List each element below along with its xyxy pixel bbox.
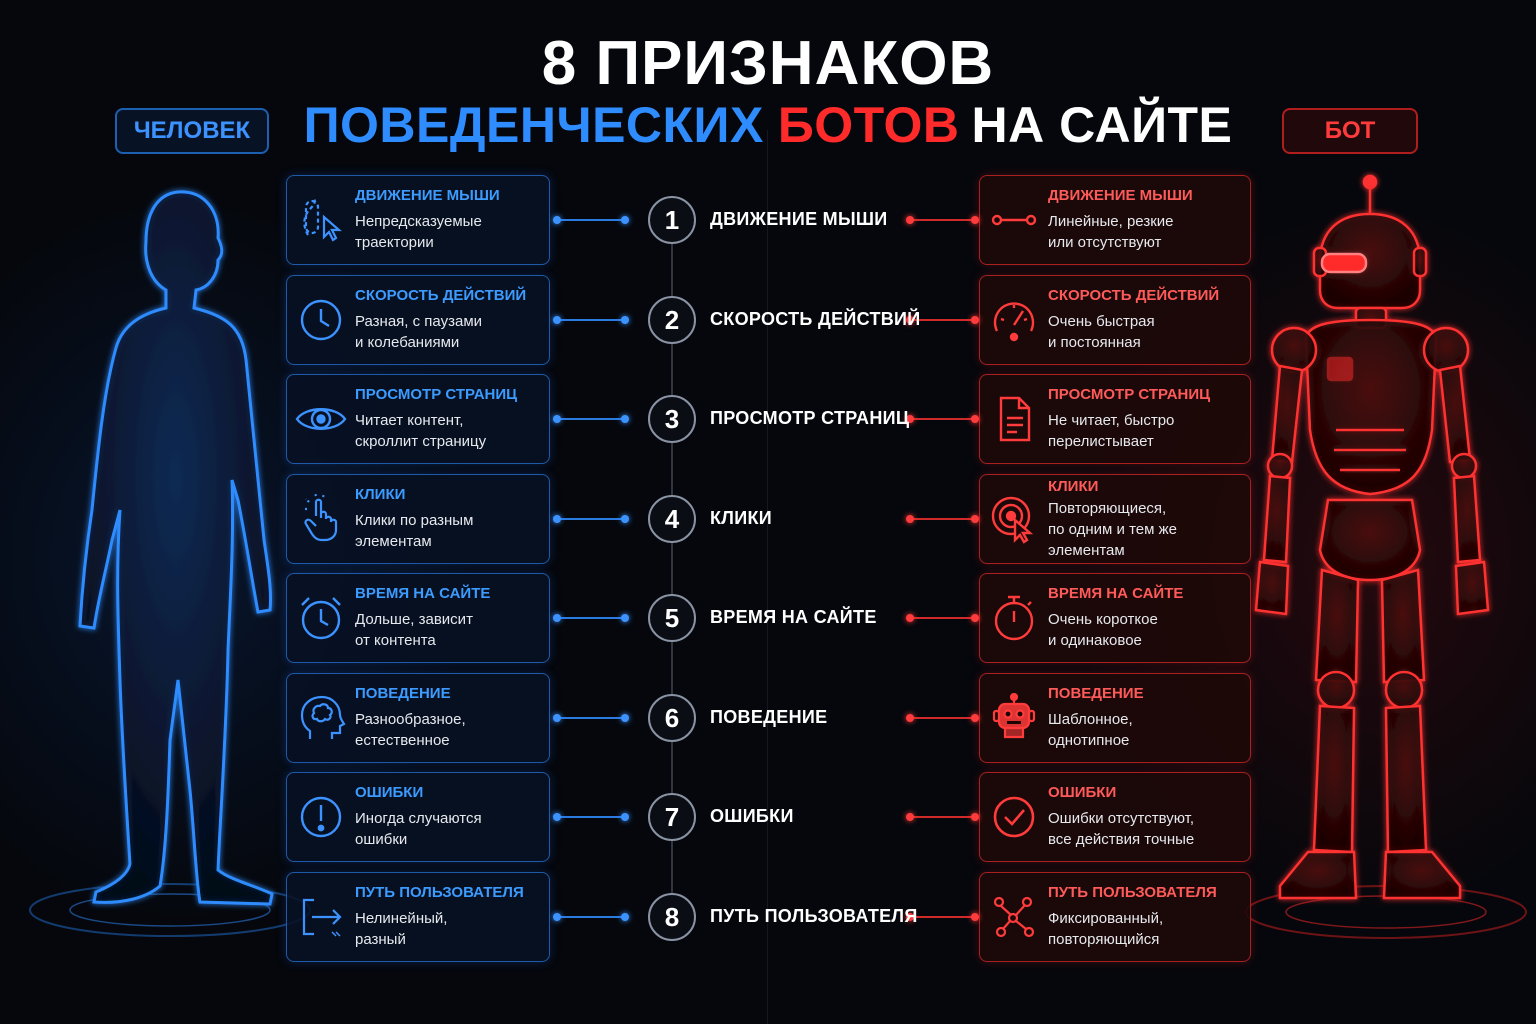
title-word-on-site: НА САЙТЕ (971, 97, 1233, 153)
eye-icon (287, 374, 355, 464)
bot-card-title: ВРЕМЯ НА САЙТЕ (1048, 585, 1184, 602)
human-card-text (355, 585, 498, 651)
bot-card-4 (979, 474, 1251, 564)
feature-label: ПУТЬ ПОЛЬЗОВАТЕЛЯ (710, 906, 918, 926)
row-number-badge: 8 (648, 893, 696, 941)
bot-connector-dot (971, 216, 979, 224)
bot-card-description: Повторяющиеся, (1048, 499, 1167, 517)
human-card-4 (286, 474, 550, 564)
human-silhouette-icon (20, 180, 320, 960)
human-card-description: элементам (355, 533, 432, 550)
document-icon (980, 374, 1048, 464)
bot-card-text (1048, 478, 1185, 561)
bot-card-1 (979, 175, 1251, 265)
human-card-text (355, 884, 532, 950)
bot-connector-line (910, 916, 976, 918)
feature-label: ОШИБКИ (710, 806, 794, 826)
bot-card-description: Фиксированный, (1048, 910, 1164, 927)
human-connector-dot (553, 913, 561, 921)
bot-card-description: однотипное (1048, 732, 1130, 749)
bot-connector-dot (971, 913, 979, 921)
human-card-text (355, 287, 534, 353)
robot-head-icon (980, 673, 1048, 763)
clock-icon (287, 275, 355, 365)
human-connector-dot (553, 813, 561, 821)
bot-card-title: ПРОСМОТР СТРАНИЦ (1048, 386, 1211, 403)
bot-connector-line (910, 717, 976, 719)
bot-card-text (1048, 585, 1191, 651)
bot-card-description: Шаблонное, (1048, 711, 1133, 728)
human-card-7 (286, 772, 550, 862)
exclamation-icon (287, 772, 355, 862)
bot-card-7 (979, 772, 1251, 862)
human-card-1 (286, 175, 550, 265)
row-number-badge: 1 (648, 196, 696, 244)
target-cursor-icon (980, 474, 1048, 564)
bot-connector-line (910, 418, 976, 420)
bot-card-2 (979, 275, 1251, 365)
human-connector-dot (621, 714, 629, 722)
human-connector-line (556, 816, 626, 818)
row-number-badge: 4 (648, 495, 696, 543)
human-connector-line (556, 717, 626, 719)
human-badge: ЧЕЛОВЕК (115, 108, 269, 154)
human-connector-dot (553, 714, 561, 722)
robot-figure-icon (1236, 170, 1536, 960)
bot-connector-dot (906, 515, 914, 523)
center-divider (767, 130, 768, 1024)
speedometer-icon (980, 275, 1048, 365)
human-card-description: естественное (355, 732, 450, 749)
human-card-description: Клики по разным (355, 512, 474, 529)
human-card-description: Непредсказуемые (355, 213, 482, 230)
bot-card-description: повторяющийся (1048, 931, 1160, 948)
bot-connector-dot (906, 813, 914, 821)
human-card-description: Разная, с паузами (355, 313, 483, 330)
bot-connector-dot (971, 316, 979, 324)
bot-connector-line (910, 518, 976, 520)
human-card-description: скроллит страницу (355, 433, 487, 450)
human-card-6 (286, 673, 550, 763)
bot-card-title: ПУТЬ ПОЛЬЗОВАТЕЛЯ (1048, 884, 1217, 901)
human-connector-dot (621, 216, 629, 224)
human-connector-dot (553, 614, 561, 622)
human-card-2 (286, 275, 550, 365)
check-circle-icon (980, 772, 1048, 862)
human-connector-dot (621, 913, 629, 921)
row-number-badge: 5 (648, 594, 696, 642)
human-card-text (355, 386, 525, 452)
human-card-title: КЛИКИ (355, 486, 406, 503)
feature-label: КЛИКИ (710, 508, 772, 528)
human-connector-dot (621, 515, 629, 523)
bot-card-title: КЛИКИ (1048, 477, 1099, 495)
human-card-text (355, 685, 474, 751)
bot-badge: БОТ (1282, 108, 1418, 154)
human-card-description: Разнообразное, (355, 711, 466, 728)
bot-card-text (1048, 187, 1201, 253)
human-connector-line (556, 518, 626, 520)
human-card-8 (286, 872, 550, 962)
bot-card-text (1048, 386, 1218, 452)
bot-card-description: перелистывает (1048, 433, 1154, 450)
title-word-behavioral: ПОВЕДЕНЧЕСКИХ (303, 97, 764, 153)
feature-label: СКОРОСТЬ ДЕЙСТВИЙ (710, 309, 921, 329)
human-connector-line (556, 319, 626, 321)
bot-connector-dot (971, 415, 979, 423)
human-card-description: Дольше, зависит (355, 611, 473, 628)
title-word-bots: БОТОВ (777, 97, 960, 153)
human-connector-dot (553, 415, 561, 423)
bot-card-3 (979, 374, 1251, 464)
row-number-badge: 6 (648, 694, 696, 742)
human-connector-dot (553, 316, 561, 324)
human-card-text (355, 784, 490, 850)
bot-connector-line (910, 816, 976, 818)
stopwatch-icon (980, 573, 1048, 663)
bot-card-description: и постоянная (1048, 334, 1141, 351)
bot-card-description: все действия точные (1048, 831, 1195, 848)
human-card-title: ПОВЕДЕНИЕ (355, 685, 451, 702)
human-connector-dot (553, 515, 561, 523)
title-line-1: 8 ПРИЗНАКОВ (541, 29, 995, 98)
node-path-icon (980, 872, 1048, 962)
human-card-3 (286, 374, 550, 464)
human-card-5 (286, 573, 550, 663)
human-card-description: траектории (355, 234, 434, 251)
row-number-badge: 7 (648, 793, 696, 841)
human-connector-dot (621, 316, 629, 324)
human-card-description: разный (355, 931, 406, 948)
head-brain-icon (287, 673, 355, 763)
mouse-path-icon (287, 175, 355, 265)
feature-label: ВРЕМЯ НА САЙТЕ (710, 607, 877, 627)
bot-card-title: ОШИБКИ (1048, 784, 1117, 801)
bot-card-description: Не читает, быстро (1048, 412, 1175, 429)
human-connector-line (556, 418, 626, 420)
bot-card-8 (979, 872, 1251, 962)
human-card-description: Иногда случаются (355, 810, 482, 827)
row-number-badge: 2 (648, 296, 696, 344)
human-card-description: Читает контент, (355, 412, 464, 429)
human-connector-dot (553, 216, 561, 224)
bot-card-text (1048, 685, 1152, 751)
hand-pointer-icon (287, 474, 355, 564)
linear-path-icon (980, 175, 1048, 265)
feature-label: ПРОСМОТР СТРАНИЦ (710, 408, 910, 428)
bot-card-description: Линейные, резкие (1048, 213, 1174, 230)
bot-card-description: Очень короткое (1048, 611, 1158, 628)
bot-connector-dot (906, 216, 914, 224)
human-card-title: ПРОСМОТР СТРАНИЦ (355, 386, 518, 403)
bot-connector-dot (906, 714, 914, 722)
bot-card-6 (979, 673, 1251, 763)
human-card-description: ошибки (355, 831, 408, 848)
human-card-title: СКОРОСТЬ ДЕЙСТВИЙ (355, 287, 527, 304)
human-connector-dot (621, 415, 629, 423)
human-card-text (355, 187, 508, 253)
arrows-path-icon (287, 872, 355, 962)
bot-card-description: Ошибки отсутствуют, (1048, 810, 1195, 827)
human-connector-line (556, 617, 626, 619)
bot-card-description: и одинаковое (1048, 632, 1142, 649)
human-card-title: ОШИБКИ (355, 784, 424, 801)
bot-connector-dot (971, 515, 979, 523)
human-card-title: ДВИЖЕНИЕ МЫШИ (355, 187, 500, 204)
alarm-clock-icon (287, 573, 355, 663)
bot-connector-dot (906, 614, 914, 622)
human-card-description: и колебаниями (355, 334, 460, 351)
human-connector-dot (621, 813, 629, 821)
bot-connector-line (910, 219, 976, 221)
bot-connector-dot (971, 614, 979, 622)
human-card-text (355, 486, 481, 552)
human-card-description: от контента (355, 632, 436, 649)
human-connector-line (556, 916, 626, 918)
human-card-title: ПУТЬ ПОЛЬЗОВАТЕЛЯ (355, 884, 524, 901)
bot-connector-dot (971, 714, 979, 722)
human-connector-line (556, 219, 626, 221)
bot-card-description: или отсутствуют (1048, 234, 1162, 251)
human-card-title: ВРЕМЯ НА САЙТЕ (355, 585, 491, 602)
bot-card-5 (979, 573, 1251, 663)
bot-card-description: Очень быстрая (1048, 313, 1155, 330)
feature-label: ПОВЕДЕНИЕ (710, 707, 828, 727)
feature-label: ДВИЖЕНИЕ МЫШИ (710, 209, 888, 229)
human-connector-dot (621, 614, 629, 622)
bot-card-title: СКОРОСТЬ ДЕЙСТВИЙ (1048, 287, 1220, 304)
bot-card-text (1048, 784, 1202, 850)
bot-card-text (1048, 287, 1227, 353)
bot-connector-dot (971, 813, 979, 821)
row-number-badge: 3 (648, 395, 696, 443)
bot-card-title: ПОВЕДЕНИЕ (1048, 685, 1144, 702)
bot-card-description: по одним и тем же (1048, 520, 1177, 538)
bot-card-title: ДВИЖЕНИЕ МЫШИ (1048, 187, 1193, 204)
bot-card-description: элементам (1048, 541, 1125, 559)
bot-card-text (1048, 884, 1225, 950)
human-card-description: Нелинейный, (355, 910, 448, 927)
bot-connector-line (910, 617, 976, 619)
